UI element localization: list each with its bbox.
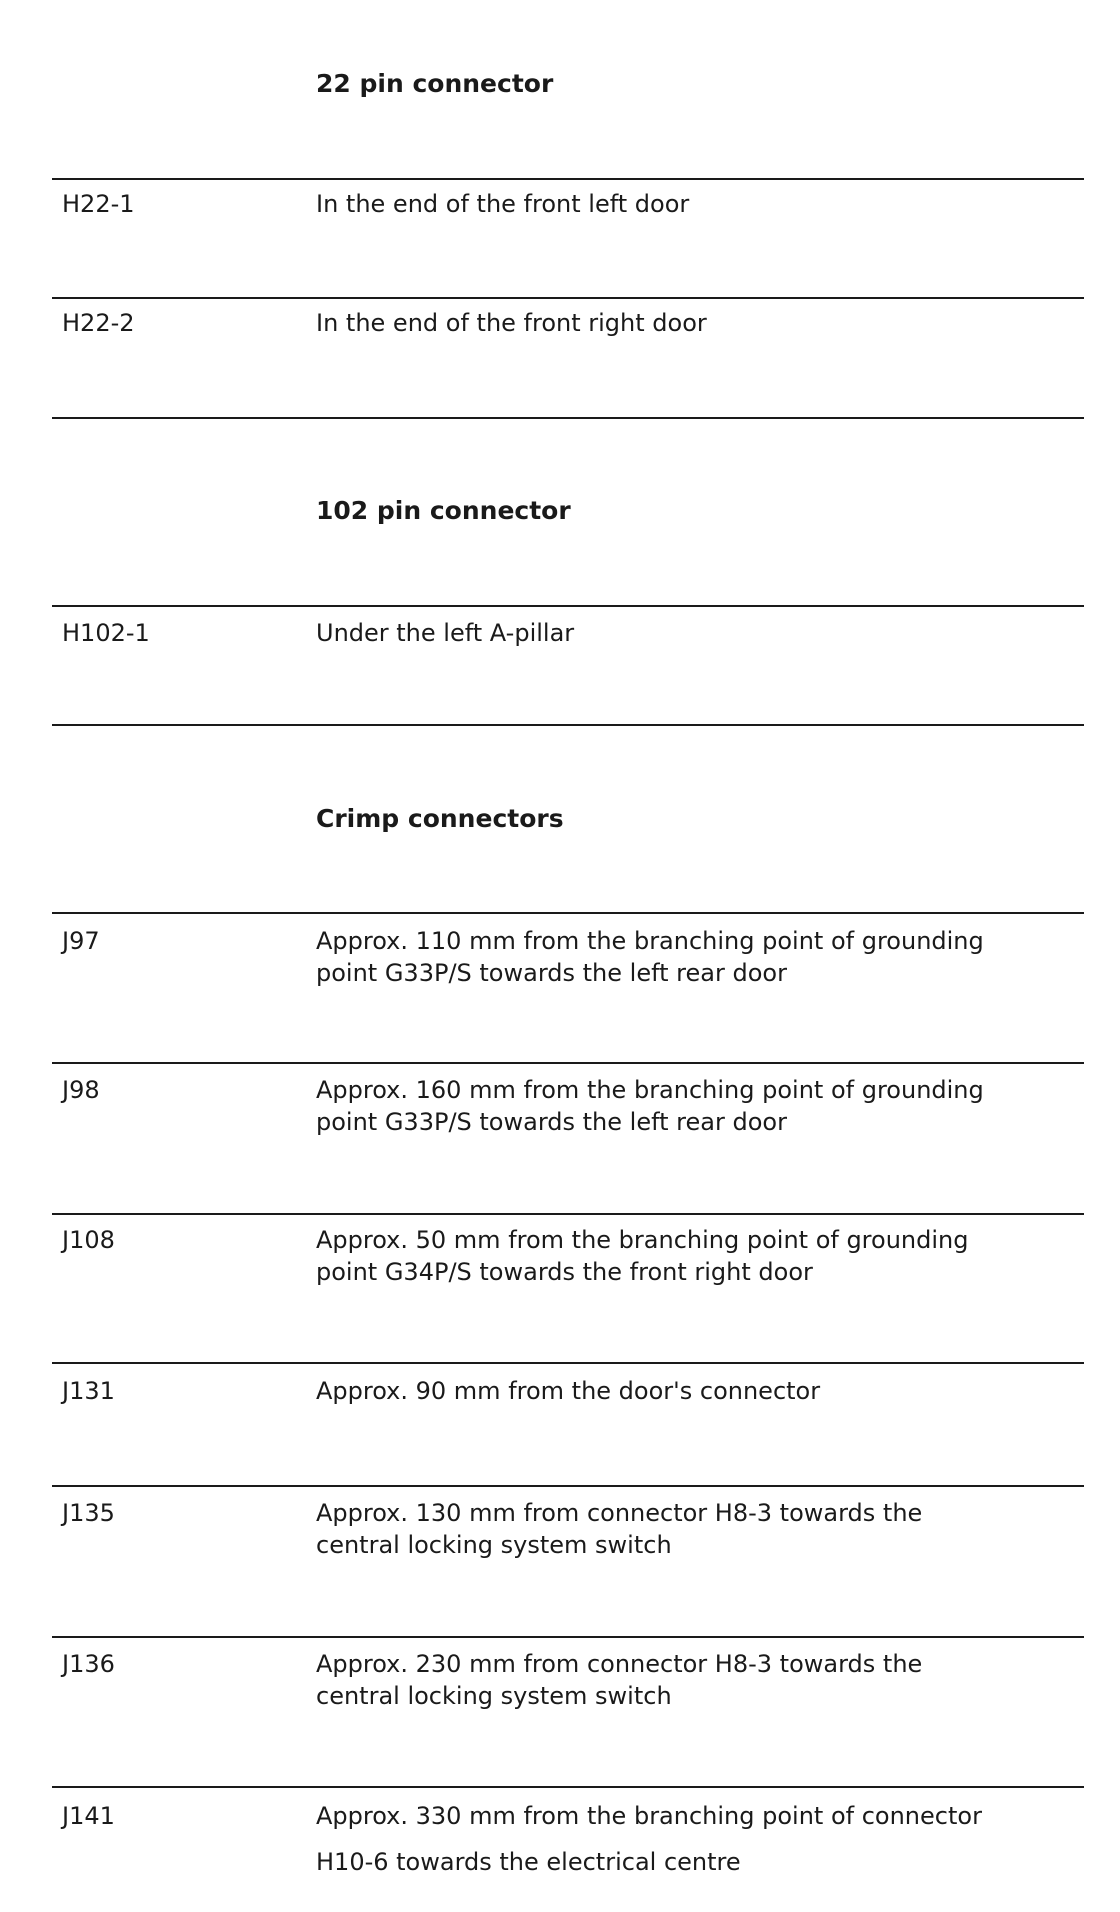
location-line: Under the left A-pillar — [316, 619, 575, 647]
row-divider — [52, 1362, 1084, 1364]
location-line: In the end of the front right door — [316, 309, 707, 337]
connector-location — [316, 188, 1076, 220]
connector-code: J108 — [62, 1226, 115, 1254]
connector-code: H22-2 — [62, 309, 135, 337]
row-divider — [52, 1213, 1084, 1215]
row-divider — [52, 1485, 1084, 1487]
connector-location — [316, 925, 1076, 989]
connector-code: J136 — [62, 1650, 115, 1678]
section-divider — [52, 417, 1084, 419]
connector-code: J141 — [62, 1802, 115, 1830]
location-line: central locking system switch — [316, 1682, 672, 1710]
location-line: Approx. 90 mm from the door's connector — [316, 1377, 821, 1405]
connector-location — [316, 1375, 1076, 1407]
location-line: In the end of the front left door — [316, 190, 690, 218]
section-divider — [52, 724, 1084, 726]
connector-location — [316, 1224, 1076, 1288]
connector-code: J97 — [62, 927, 100, 955]
location-line: central locking system switch — [316, 1531, 672, 1559]
connector-location — [316, 1648, 1076, 1712]
location-line: H10-6 towards the electrical centre — [316, 1848, 741, 1876]
connector-code: H22-1 — [62, 190, 135, 218]
location-line: point G34P/S towards the front right door — [316, 1258, 813, 1286]
connector-location — [316, 307, 1076, 339]
section-heading-102-pin: 102 pin connector — [316, 496, 571, 525]
location-line: point G33P/S towards the left rear door — [316, 959, 787, 987]
row-divider — [52, 297, 1084, 299]
row-divider — [52, 1062, 1084, 1064]
row-divider — [52, 912, 1084, 914]
connector-code: J98 — [62, 1076, 100, 1104]
connector-location — [316, 1497, 1076, 1561]
row-divider — [52, 178, 1084, 180]
connector-code: J135 — [62, 1499, 115, 1527]
row-divider — [52, 1786, 1084, 1788]
location-line: Approx. 50 mm from the branching point of grounding — [316, 1226, 969, 1254]
section-heading-crimp: Crimp connectors — [316, 804, 564, 833]
connector-location — [316, 1074, 1076, 1138]
connector-code: J131 — [62, 1377, 115, 1405]
row-divider — [52, 605, 1084, 607]
location-line: Approx. 160 mm from the branching point of grounding — [316, 1076, 984, 1104]
connector-location — [316, 617, 1076, 649]
row-divider — [52, 1636, 1084, 1638]
connector-location — [316, 1800, 1076, 1878]
location-line: Approx. 330 mm from the branching point of connector — [316, 1802, 982, 1830]
location-line: Approx. 230 mm from connector H8-3 towards the — [316, 1650, 923, 1678]
connector-code: H102-1 — [62, 619, 150, 647]
location-line: point G33P/S towards the left rear door — [316, 1108, 787, 1136]
location-line: Approx. 110 mm from the branching point of grounding — [316, 927, 984, 955]
section-heading-22-pin: 22 pin connector — [316, 69, 554, 98]
location-line: Approx. 130 mm from connector H8-3 towards the — [316, 1499, 923, 1527]
